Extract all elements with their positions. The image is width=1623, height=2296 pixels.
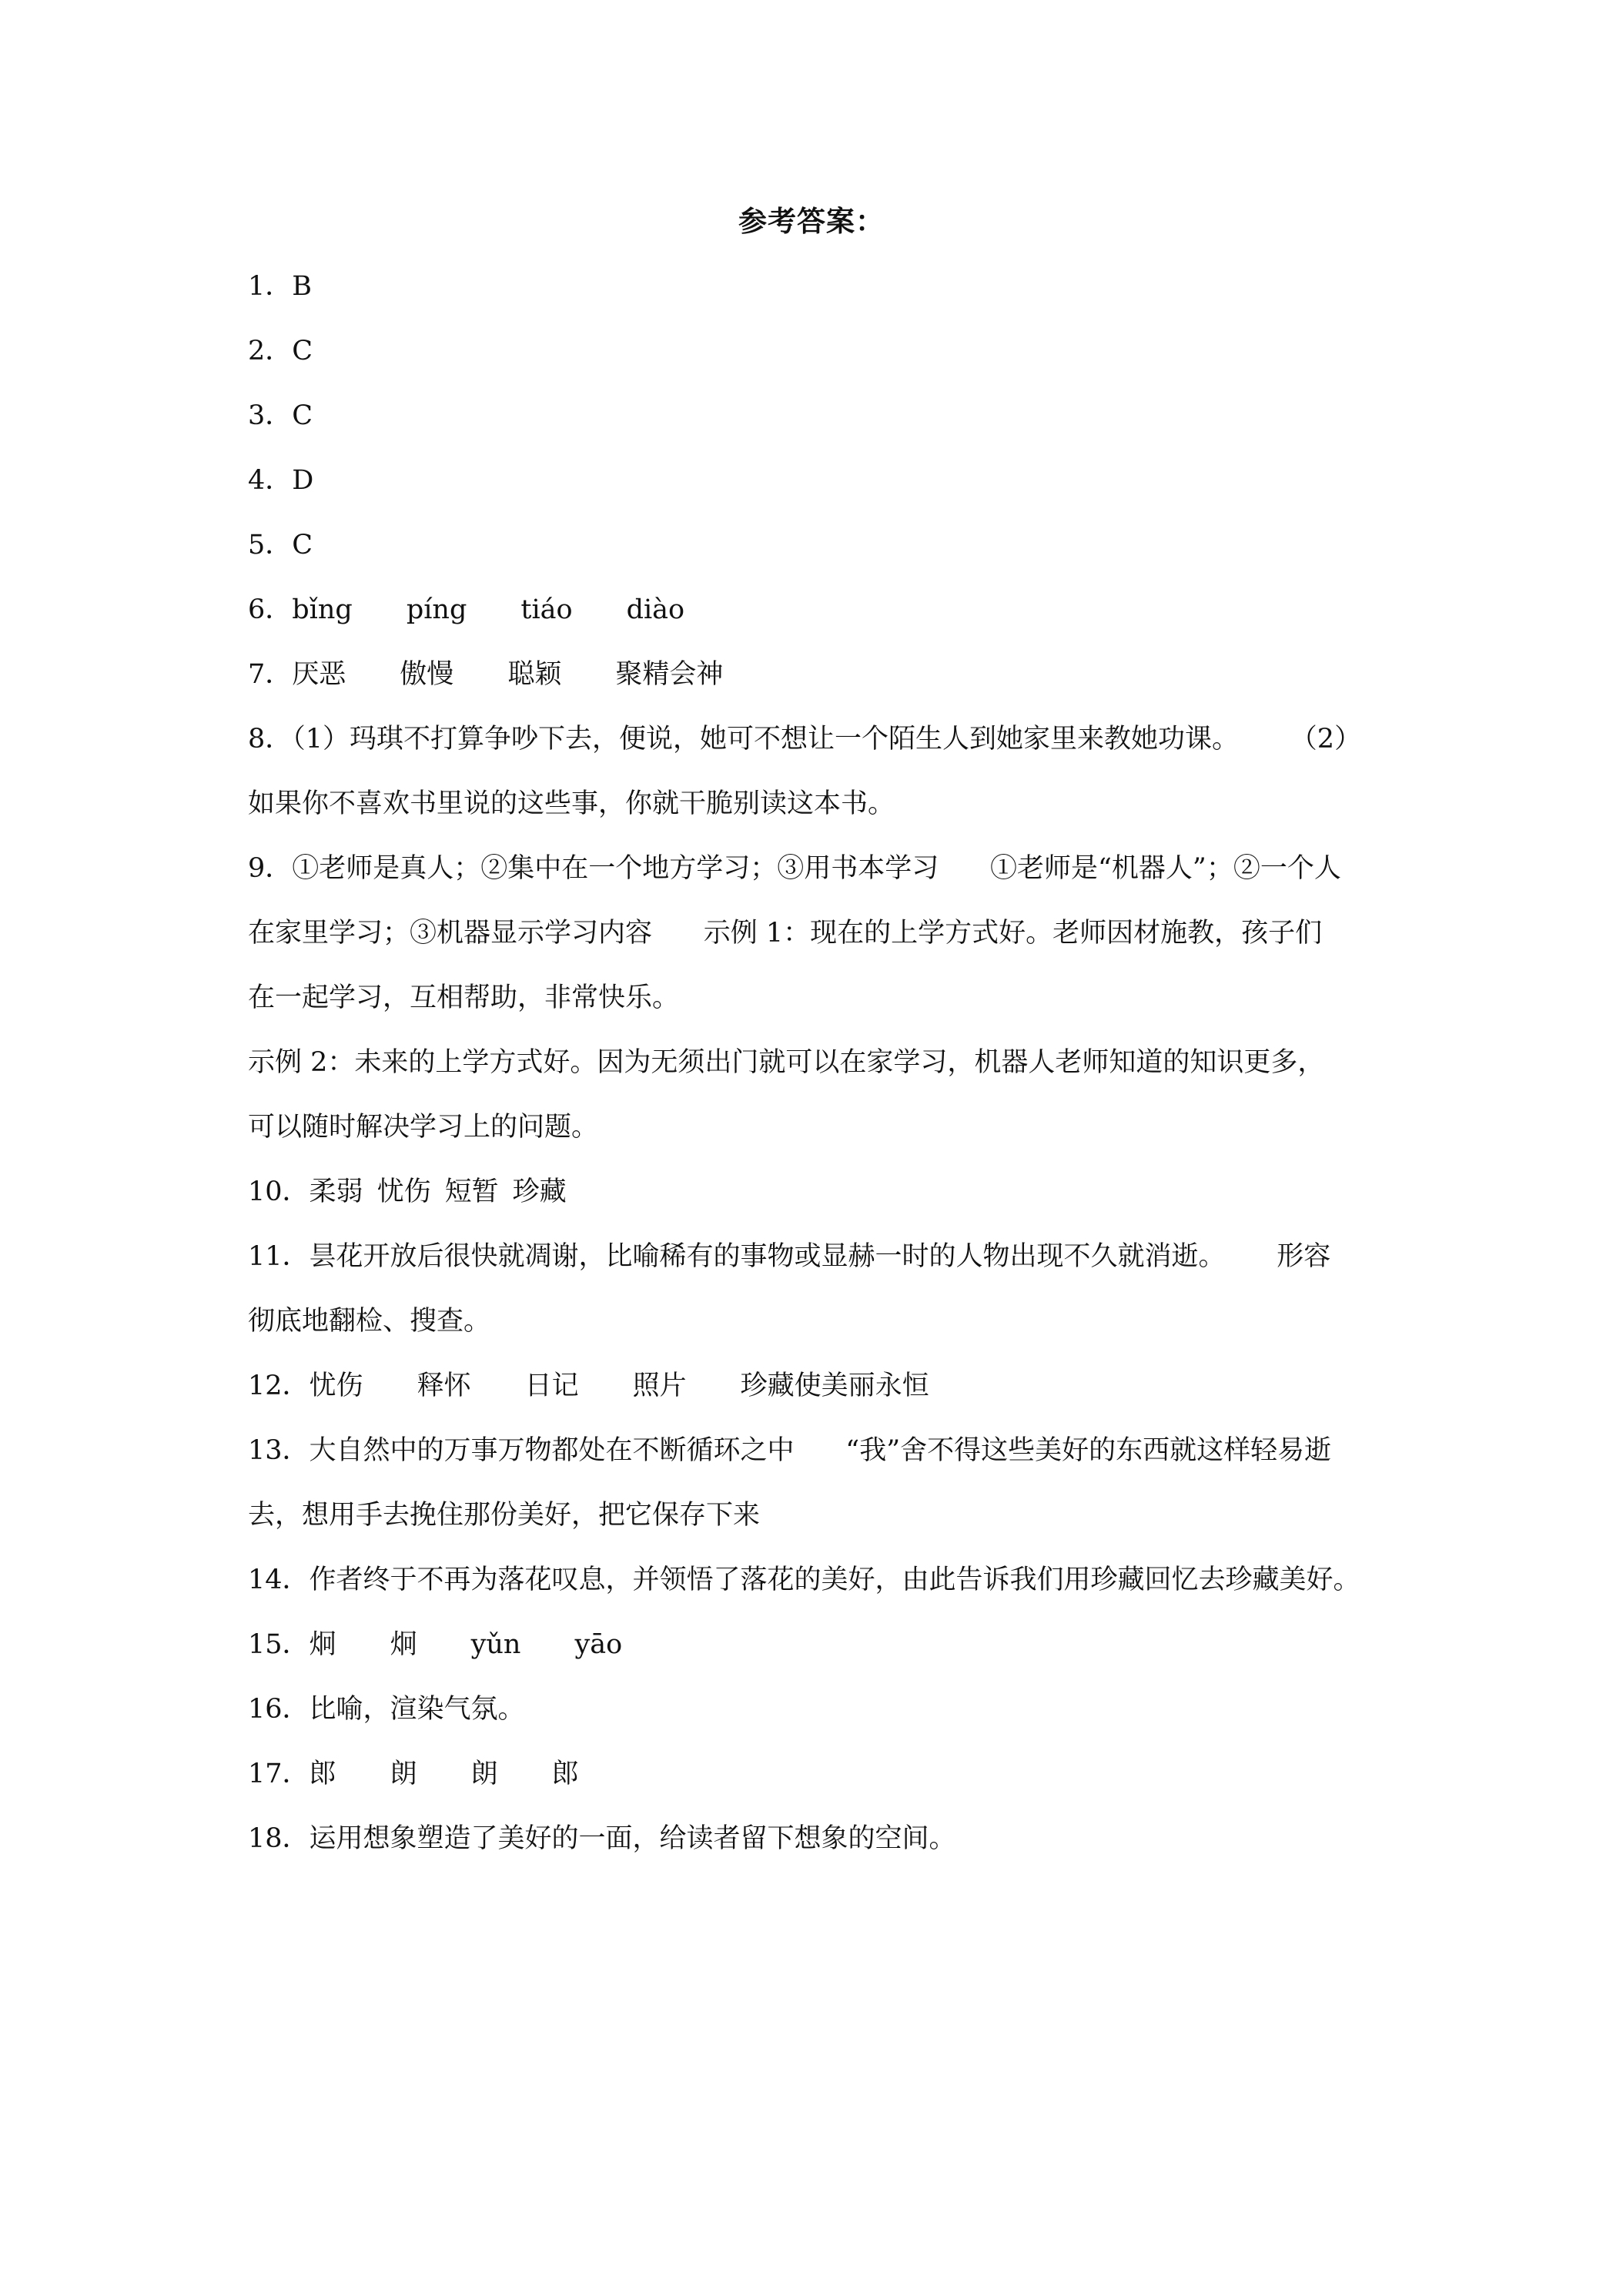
answer-text: 比喻，渲染气氛。 [309, 1694, 525, 1725]
answer-text: 在家里学习；③机器显示学习内容 示例 1：现在的上学方式好。老师因材施教，孩子们 [248, 918, 1323, 949]
answer-text: 昙花开放后很快就凋谢，比喻稀有的事物或显赫一时的人物出现不久就消逝。 形容 [309, 1241, 1331, 1272]
answer-number: 6． [248, 594, 293, 625]
answer-number: 2． [248, 336, 293, 366]
page-title: 参考答案： [738, 205, 885, 238]
answer-text: 短暂 [444, 1176, 499, 1207]
answer-text: 厌恶 [292, 659, 346, 690]
answer-2 [248, 319, 1384, 383]
answer-number: 5． [248, 530, 293, 561]
answer-6 [248, 577, 1384, 642]
answer-text: 去，想用手去挽住那份美好，把它保存下来 [248, 1500, 761, 1531]
answer-text: D [292, 465, 314, 496]
answer-8 [248, 707, 1384, 771]
answer-8-cont [248, 771, 1384, 836]
answer-11-cont [248, 1289, 1384, 1354]
answer-3 [248, 383, 1384, 448]
answer-list [248, 254, 1384, 1871]
answer-number: 9． [248, 853, 293, 884]
answer-text: 珍藏使美丽永恒 [740, 1371, 929, 1401]
answer-text: B [292, 271, 313, 302]
answer-9-cont [248, 1030, 1384, 1095]
answer-12 [248, 1354, 1384, 1418]
answer-text: C [292, 336, 313, 366]
answer-text: 聚精会神 [615, 659, 724, 690]
answer-text: 示例 2：未来的上学方式好。因为无须出门就可以在家学习，机器人老师知道的知识更多， [248, 1047, 1325, 1078]
answer-number: 15． [248, 1629, 310, 1660]
answer-11 [248, 1224, 1384, 1289]
answer-text: 朗 [470, 1759, 498, 1789]
answer-13 [248, 1418, 1384, 1483]
answer-9-cont [248, 1095, 1384, 1160]
answer-text: yǔn [470, 1629, 521, 1660]
answer-text: 炯 [309, 1629, 336, 1660]
answer-text: 傲慢 [400, 659, 454, 690]
answer-text: 在一起学习，互相帮助，非常快乐。 [248, 982, 680, 1013]
answer-4 [248, 448, 1384, 513]
answer-text: tiáo [520, 594, 573, 625]
answer-number: 3． [248, 400, 293, 431]
answer-15 [248, 1612, 1384, 1677]
answer-text: C [292, 400, 313, 431]
answer-text: 运用想象塑造了美好的一面，给读者留下想象的空间。 [309, 1823, 956, 1854]
answer-number: 14． [248, 1565, 310, 1595]
answer-text: yāo [574, 1629, 623, 1660]
answer-9-cont [248, 966, 1384, 1030]
answer-text: 释怀 [417, 1371, 471, 1401]
answer-text: 郎 [309, 1759, 336, 1789]
answer-text: 可以随时解决学习上的问题。 [248, 1112, 599, 1143]
answer-text: 朗 [390, 1759, 417, 1789]
answer-number: 7． [248, 659, 293, 690]
answer-number: 17． [248, 1759, 310, 1789]
answer-text: 如果你不喜欢书里说的这些事，你就干脆别读这本书。 [248, 788, 895, 819]
answer-18 [248, 1806, 1384, 1871]
answer-14 [248, 1548, 1384, 1612]
answer-17 [248, 1742, 1384, 1806]
answer-9-cont [248, 901, 1384, 966]
answer-text: 郎 [551, 1759, 579, 1789]
answer-text: 炯 [390, 1629, 417, 1660]
answer-text: bǐng [292, 594, 353, 625]
answer-text: 珍藏 [512, 1176, 567, 1207]
answer-13-cont [248, 1483, 1384, 1548]
answer-text: 柔弱 [309, 1176, 363, 1207]
answer-text: 聪颖 [507, 659, 562, 690]
answer-number: 4． [248, 465, 293, 496]
answer-text: 大自然中的万事万物都处在不断循环之中 “我”舍不得这些美好的东西就这样轻易逝 [309, 1435, 1332, 1466]
answer-text: 忧伤 [309, 1371, 363, 1401]
answer-text: 日记 [524, 1371, 579, 1401]
answer-7 [248, 642, 1384, 707]
answer-16 [248, 1677, 1384, 1742]
answer-text: 照片 [632, 1371, 687, 1401]
answer-number: 11． [248, 1241, 310, 1272]
answer-number: 8． [248, 724, 293, 755]
answer-text: diào [626, 594, 685, 625]
answer-9 [248, 836, 1384, 901]
answer-text: píng [406, 594, 467, 625]
answer-number: 18． [248, 1823, 310, 1854]
answer-number: 12． [248, 1371, 310, 1401]
answer-text: 忧伤 [376, 1176, 431, 1207]
answer-number: 10． [248, 1176, 310, 1207]
answer-text: 彻底地翻检、搜查。 [248, 1306, 491, 1337]
answer-number: 16． [248, 1694, 310, 1725]
answer-text: C [292, 530, 313, 561]
answer-number: 1． [248, 271, 293, 302]
answer-text: （1）玛琪不打算争吵下去，便说，她可不想让一个陌生人到她家里来教她功课。 （2） [292, 724, 1362, 755]
answer-10 [248, 1160, 1384, 1224]
answer-1 [248, 254, 1384, 319]
answer-number: 13． [248, 1435, 310, 1466]
answer-text: ①老师是真人；②集中在一个地方学习；③用书本学习 ①老师是“机器人”；②一个人 [292, 853, 1341, 884]
answer-text: 作者终于不再为落花叹息，并领悟了落花的美好，由此告诉我们用珍藏回忆去珍藏美好。 [309, 1565, 1360, 1595]
answer-5 [248, 513, 1384, 577]
